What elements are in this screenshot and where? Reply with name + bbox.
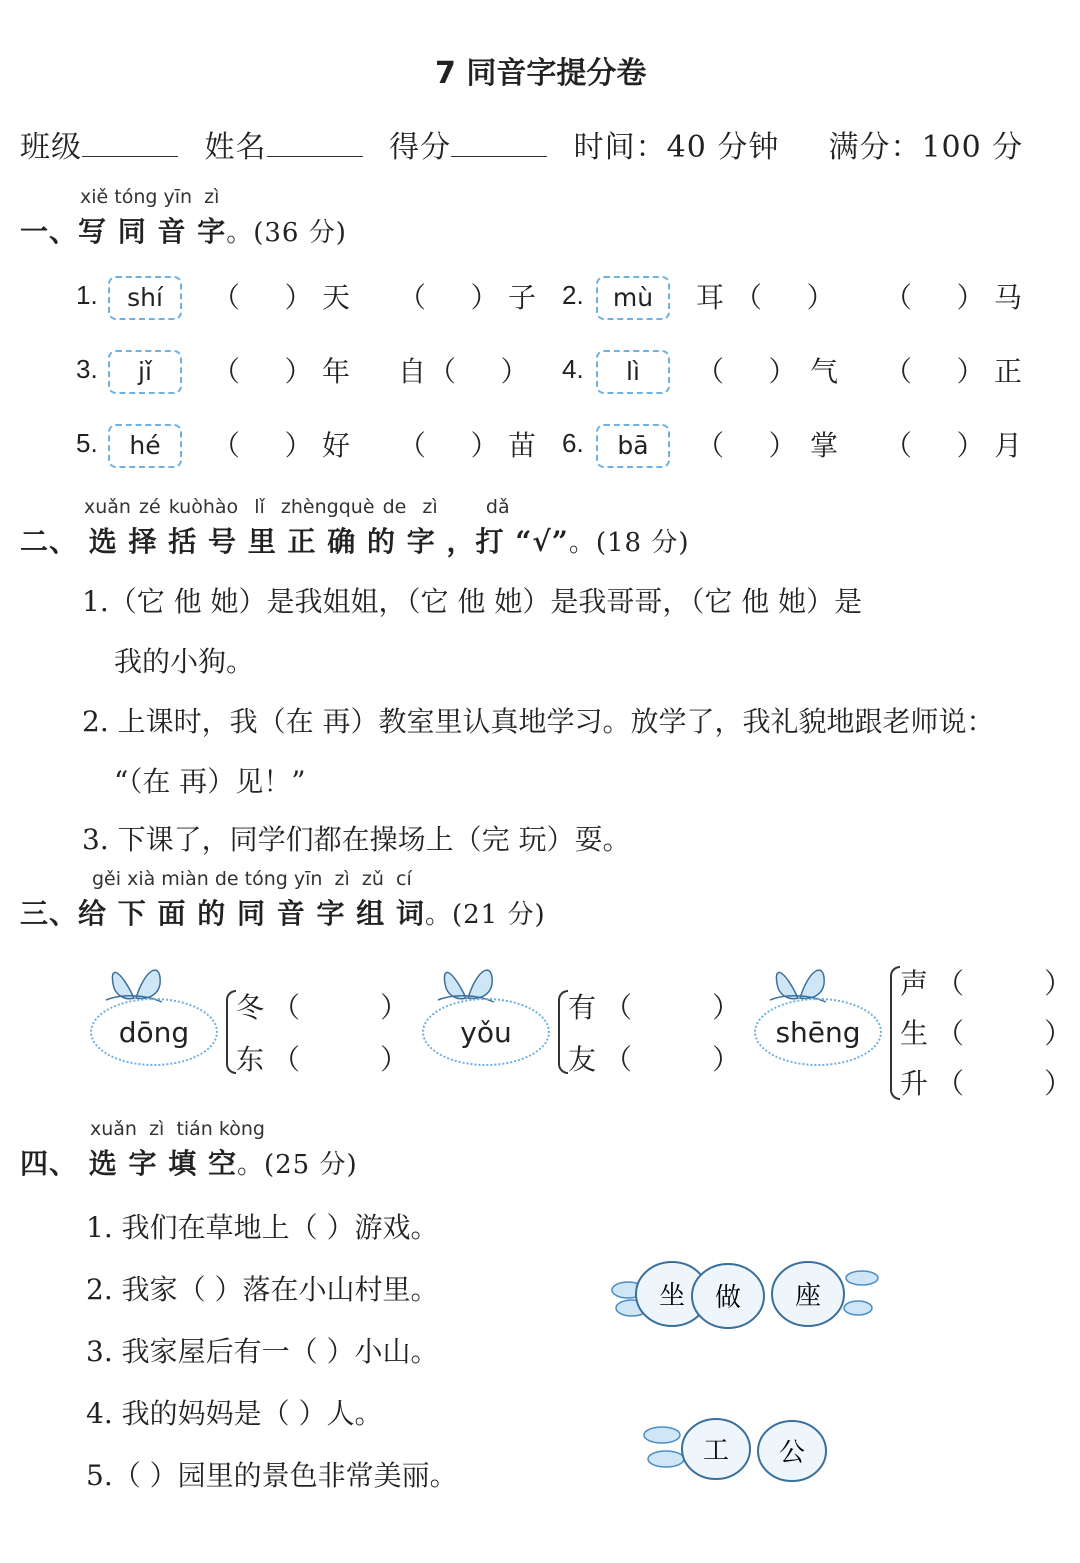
sec1-item-number: 4.	[562, 354, 584, 384]
sec1-word: 年	[322, 355, 351, 388]
sec3-brace	[226, 990, 236, 1074]
sec4-q2: 2. 我家（ ）落在小山村里。	[86, 1273, 439, 1306]
svg-text:工: 工	[702, 1436, 730, 1466]
sec1-word: 马	[994, 281, 1023, 314]
sec1-blank[interactable]: （ ）	[884, 429, 985, 462]
sec1-pinyin-box: lì	[596, 350, 670, 394]
page-title: 7 同音字提分卷	[435, 56, 647, 91]
pumpkin-group-bottom	[630, 1405, 850, 1495]
sec3-char: 友	[568, 1043, 597, 1076]
sec1-word: 耳	[696, 281, 725, 314]
sec1-blank[interactable]: （ ）	[884, 355, 985, 388]
sec4-q4: 4. 我的妈妈是（ ）人。	[86, 1397, 383, 1430]
sec1-word: 天	[322, 281, 351, 314]
sec3-pinyin-oval: yǒu	[422, 998, 550, 1066]
sec1-pinyin-box: hé	[108, 424, 182, 468]
info-line	[20, 122, 1023, 166]
pumpkin-5	[758, 1421, 826, 1481]
svg-text:公: 公	[778, 1438, 806, 1468]
sec2-pinyin: xuǎn zé kuòhào lǐ zhèngquè de zì dǎ	[84, 496, 510, 518]
sec1-blank[interactable]: （ ）	[696, 429, 797, 462]
sec1-word: 子	[508, 281, 537, 314]
svg-text:座: 座	[794, 1281, 822, 1311]
sec1-pinyin: xiě tóng yīn zì	[80, 186, 220, 208]
sec1-word: 苗	[508, 429, 537, 462]
score-blank[interactable]	[451, 130, 547, 157]
sec3-char: 冬	[236, 991, 265, 1024]
sec3-blank[interactable]: （ ）	[272, 1043, 409, 1076]
sec3-pinyin-oval: shēng	[754, 998, 882, 1066]
sec1-blank[interactable]: （ ）	[734, 281, 835, 314]
sec1-blank[interactable]: （ ）	[884, 281, 985, 314]
sec1-blank[interactable]: （ ）	[696, 355, 797, 388]
sec1-blank[interactable]: （ ）	[212, 281, 313, 314]
sec3-pinyin: gěi xià miàn de tóng yīn zì zǔ cí	[92, 868, 412, 890]
sec3-blank[interactable]: （ ）	[936, 967, 1073, 1000]
sec1-item-number: 3.	[76, 354, 98, 384]
sec3-heading: 三、给 下 面 的 同 音 字 组 词。(21 分)	[20, 897, 546, 930]
sec2-q2-line2: “（在 再）见！”	[114, 765, 306, 798]
sec1-pinyin-box: bā	[596, 424, 670, 468]
sec1-word: 好	[322, 429, 351, 462]
sec1-word: 掌	[810, 429, 839, 462]
sec1-blank[interactable]: （ ）	[212, 355, 313, 388]
sec1-item-number: 1.	[76, 280, 98, 310]
sec4-q1: 1. 我们在草地上（ ）游戏。	[86, 1211, 439, 1244]
pumpkin-group-top	[600, 1250, 900, 1340]
sec1-blank[interactable]: （ ）	[428, 355, 529, 388]
sec2-q1-line1: 1.（它 他 她）是我姐姐，（它 他 她）是我哥哥，（它 他 她）是	[82, 585, 863, 618]
pumpkin-4	[682, 1419, 750, 1479]
dragonfly-icon	[644, 1427, 684, 1467]
sec2-q1-line2: 我的小狗。	[114, 645, 255, 678]
svg-text:做: 做	[714, 1283, 742, 1313]
dragonfly-right-icon	[844, 1271, 878, 1315]
sec3-blank[interactable]: （ ）	[936, 1017, 1073, 1050]
sec3-blank[interactable]: （ ）	[936, 1067, 1073, 1100]
sec1-item-number: 5.	[76, 428, 98, 458]
sec3-blank[interactable]: （ ）	[604, 991, 741, 1024]
sec1-blank[interactable]: （ ）	[398, 281, 499, 314]
pumpkin-2	[692, 1264, 764, 1328]
name-blank[interactable]	[267, 130, 363, 157]
sec2-q3: 3. 下课了，同学们都在操场上（完 玩）耍。	[82, 823, 631, 856]
sec1-item-number: 2.	[562, 280, 584, 310]
sec1-blank[interactable]: （ ）	[212, 429, 313, 462]
name-label: 姓名	[204, 130, 267, 165]
sec2-heading: 二、 选 择 括 号 里 正 确 的 字 ，打 “√”。(18 分)	[20, 525, 690, 558]
class-label: 班级	[20, 130, 82, 165]
sec4-q3: 3. 我家屋后有一（ ）小山。	[86, 1335, 439, 1368]
score-label: 得分	[389, 130, 452, 165]
sec3-pinyin-oval: dōng	[90, 998, 218, 1066]
sec1-word: 正	[994, 355, 1023, 388]
sec4-q5: 5.（ ）园里的景色非常美丽。	[86, 1459, 458, 1492]
svg-text:坐: 坐	[658, 1281, 686, 1311]
sec3-char: 生	[900, 1017, 929, 1050]
sec4-heading: 四、 选 字 填 空。(25 分)	[20, 1147, 358, 1180]
sec1-heading: 一、写 同 音 字。(36 分)	[20, 215, 347, 248]
sec1-word: 自	[398, 355, 427, 388]
sec1-item-number: 6.	[562, 428, 584, 458]
sec3-char: 有	[568, 991, 597, 1024]
sec1-pinyin-box: jǐ	[108, 350, 182, 394]
sec1-pinyin-box: mù	[596, 276, 670, 320]
sec3-brace	[558, 990, 568, 1074]
sec1-word: 气	[810, 355, 839, 388]
sec1-pinyin-box: shí	[108, 276, 182, 320]
full-score-text: 满分：100 分	[828, 130, 1024, 165]
sec3-char: 升	[900, 1067, 929, 1100]
sec2-q2-line1: 2. 上课时，我（在 再）教室里认真地学习。放学了，我礼貌地跟老师说：	[82, 705, 995, 738]
sec3-char: 声	[900, 967, 929, 1000]
time-text: 时间：40 分钟	[573, 130, 780, 165]
sec3-blank[interactable]: （ ）	[272, 991, 409, 1024]
sec3-char: 东	[236, 1043, 265, 1076]
sec3-blank[interactable]: （ ）	[604, 1043, 741, 1076]
sec3-brace	[890, 966, 900, 1100]
sec4-pinyin: xuǎn zì tián kòng	[90, 1118, 265, 1140]
sec1-word: 月	[994, 429, 1023, 462]
sec1-blank[interactable]: （ ）	[398, 429, 499, 462]
pumpkin-3	[772, 1262, 844, 1326]
class-blank[interactable]	[82, 130, 178, 157]
